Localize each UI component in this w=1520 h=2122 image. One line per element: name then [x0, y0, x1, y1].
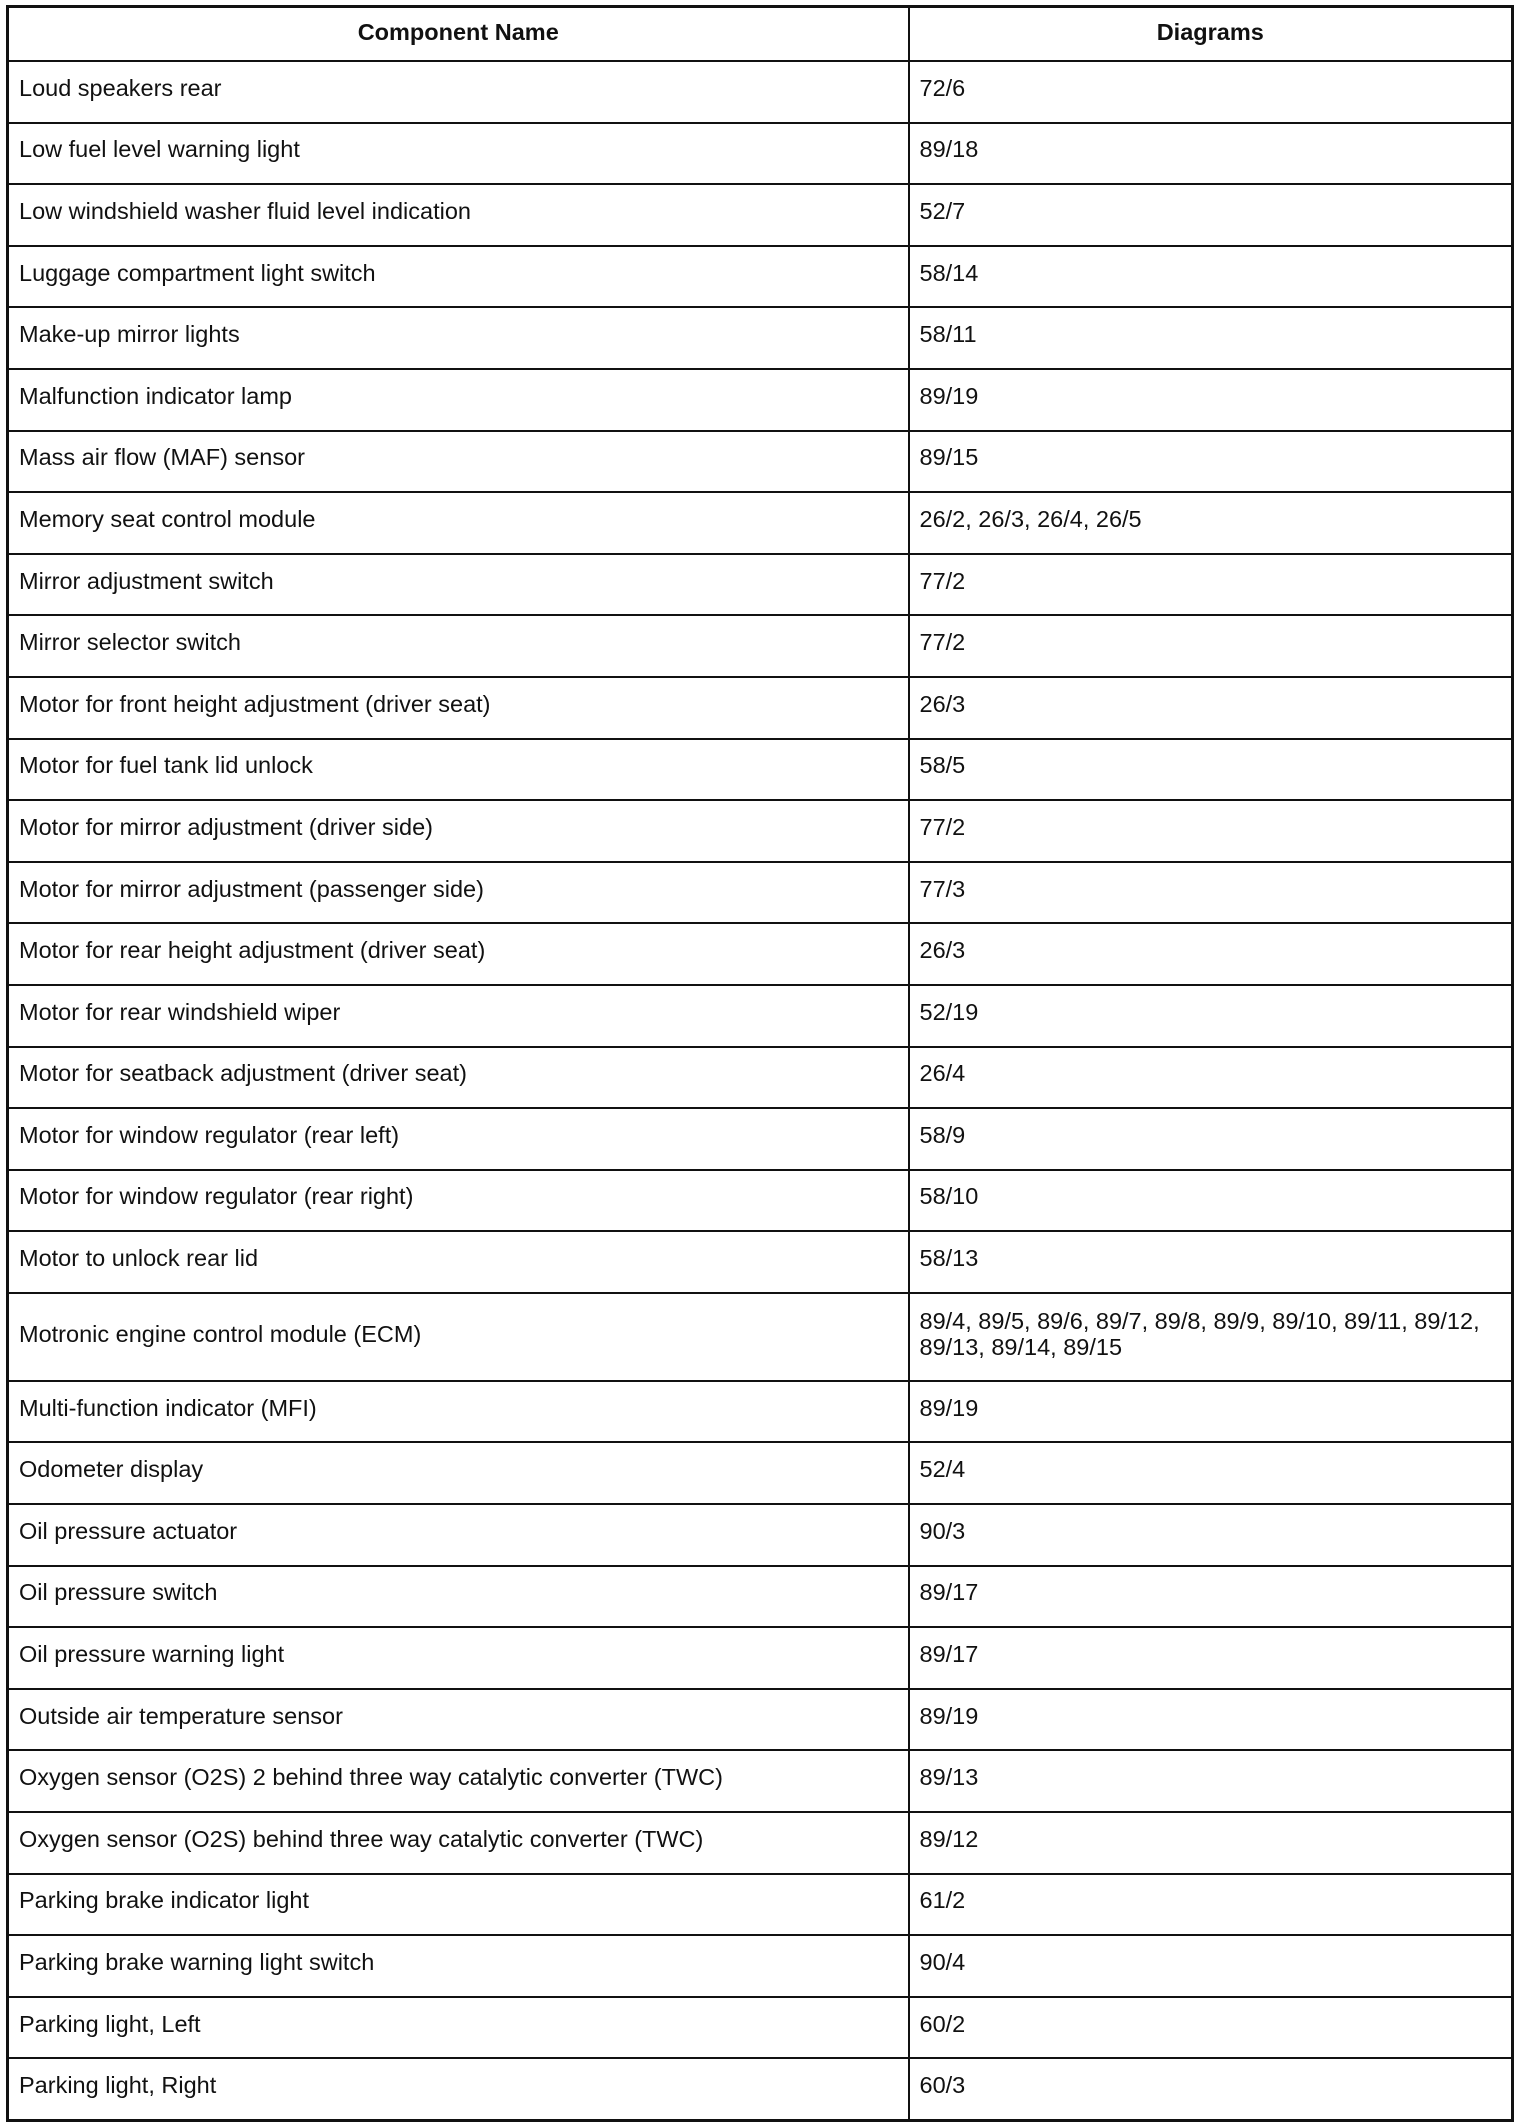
component-name-cell: Oil pressure warning light: [8, 1627, 909, 1689]
column-header-diagrams: Diagrams: [909, 7, 1513, 62]
diagrams-cell: 58/5: [909, 739, 1513, 801]
component-name-cell: Mirror adjustment switch: [8, 554, 909, 616]
table-row: [8, 1442, 1513, 1504]
component-name-cell: Motor for rear windshield wiper: [8, 985, 909, 1047]
table-row: [8, 61, 1513, 123]
diagrams-cell: 89/19: [909, 1381, 1513, 1443]
diagrams-cell: 52/7: [909, 184, 1513, 246]
diagrams-cell: 61/2: [909, 1874, 1513, 1936]
table-row: [8, 985, 1513, 1047]
table-row: [8, 1627, 1513, 1689]
diagrams-cell: 72/6: [909, 61, 1513, 123]
table-row: [8, 615, 1513, 677]
component-index-table: [6, 5, 1514, 2122]
diagrams-cell: 58/14: [909, 246, 1513, 308]
component-name-cell: Parking brake warning light switch: [8, 1935, 909, 1997]
component-name-cell: Motor for window regulator (rear left): [8, 1108, 909, 1170]
component-name-cell: Low windshield washer fluid level indication: [8, 184, 909, 246]
table-row: [8, 1293, 1513, 1381]
diagrams-cell: 89/12: [909, 1812, 1513, 1874]
table-row: [8, 1874, 1513, 1936]
component-name-cell: Luggage compartment light switch: [8, 246, 909, 308]
table-row: [8, 1750, 1513, 1812]
component-name-cell: Motor for mirror adjustment (passenger side): [8, 862, 909, 924]
diagrams-cell: 89/19: [909, 1689, 1513, 1751]
table-row: [8, 123, 1513, 185]
component-name-cell: Motor for rear height adjustment (driver seat): [8, 923, 909, 985]
component-name-cell: Oil pressure switch: [8, 1566, 909, 1628]
diagrams-cell: 26/4: [909, 1047, 1513, 1109]
diagrams-cell: 77/3: [909, 862, 1513, 924]
diagrams-cell: 77/2: [909, 554, 1513, 616]
component-name-cell: Oxygen sensor (O2S) 2 behind three way catalytic converter (TWC): [8, 1750, 909, 1812]
component-name-cell: Low fuel level warning light: [8, 123, 909, 185]
table-row: [8, 1231, 1513, 1293]
component-name-cell: Mass air flow (MAF) sensor: [8, 431, 909, 493]
diagrams-cell: 58/9: [909, 1108, 1513, 1170]
table-row: [8, 1108, 1513, 1170]
table-row: [8, 923, 1513, 985]
table-row: [8, 739, 1513, 801]
table-header-row: [8, 7, 1513, 62]
table-row: [8, 1170, 1513, 1232]
component-name-cell: Motor for fuel tank lid unlock: [8, 739, 909, 801]
table-row: [8, 492, 1513, 554]
component-name-cell: Parking light, Left: [8, 1997, 909, 2059]
table-row: [8, 1504, 1513, 1566]
component-name-cell: Motor to unlock rear lid: [8, 1231, 909, 1293]
diagrams-cell: 58/10: [909, 1170, 1513, 1232]
component-name-cell: Motor for front height adjustment (driver seat): [8, 677, 909, 739]
diagrams-cell: 89/19: [909, 369, 1513, 431]
component-name-cell: Motor for mirror adjustment (driver side): [8, 800, 909, 862]
diagrams-cell: 90/3: [909, 1504, 1513, 1566]
table-row: [8, 184, 1513, 246]
component-name-cell: Malfunction indicator lamp: [8, 369, 909, 431]
diagrams-cell: 26/3: [909, 677, 1513, 739]
diagrams-cell: 89/13: [909, 1750, 1513, 1812]
diagrams-cell: 89/15: [909, 431, 1513, 493]
component-name-cell: Multi-function indicator (MFI): [8, 1381, 909, 1443]
table-row: [8, 431, 1513, 493]
component-name-cell: Parking brake indicator light: [8, 1874, 909, 1936]
table-body: [8, 61, 1513, 2121]
diagrams-cell: 26/2, 26/3, 26/4, 26/5: [909, 492, 1513, 554]
diagrams-cell: 52/19: [909, 985, 1513, 1047]
diagrams-cell: 89/17: [909, 1627, 1513, 1689]
table-row: [8, 2058, 1513, 2120]
diagrams-cell: 52/4: [909, 1442, 1513, 1504]
component-name-cell: Oxygen sensor (O2S) behind three way catalytic converter (TWC): [8, 1812, 909, 1874]
component-name-cell: Motor for window regulator (rear right): [8, 1170, 909, 1232]
component-name-cell: Mirror selector switch: [8, 615, 909, 677]
table-row: [8, 862, 1513, 924]
component-name-cell: Parking light, Right: [8, 2058, 909, 2120]
table-row: [8, 1566, 1513, 1628]
component-name-cell: Motor for seatback adjustment (driver seat): [8, 1047, 909, 1109]
table-row: [8, 554, 1513, 616]
diagrams-cell: 89/17: [909, 1566, 1513, 1628]
component-name-cell: Memory seat control module: [8, 492, 909, 554]
diagrams-cell: 77/2: [909, 800, 1513, 862]
diagrams-cell: 60/3: [909, 2058, 1513, 2120]
table-row: [8, 307, 1513, 369]
component-name-cell: Oil pressure actuator: [8, 1504, 909, 1566]
table-row: [8, 800, 1513, 862]
table-row: [8, 369, 1513, 431]
component-name-cell: Motronic engine control module (ECM): [8, 1293, 909, 1381]
diagrams-cell: 58/13: [909, 1231, 1513, 1293]
component-name-cell: Odometer display: [8, 1442, 909, 1504]
table-row: [8, 1812, 1513, 1874]
diagrams-cell: 77/2: [909, 615, 1513, 677]
component-name-cell: Loud speakers rear: [8, 61, 909, 123]
column-header-component-name: Component Name: [8, 7, 909, 62]
diagrams-cell: 58/11: [909, 307, 1513, 369]
table-row: [8, 1997, 1513, 2059]
diagrams-cell: 26/3: [909, 923, 1513, 985]
diagrams-cell: 89/18: [909, 123, 1513, 185]
component-name-cell: Make-up mirror lights: [8, 307, 909, 369]
table-row: [8, 1381, 1513, 1443]
table-row: [8, 1689, 1513, 1751]
component-name-cell: Outside air temperature sensor: [8, 1689, 909, 1751]
table-row: [8, 1047, 1513, 1109]
diagrams-cell: 60/2: [909, 1997, 1513, 2059]
diagrams-cell: 90/4: [909, 1935, 1513, 1997]
table-row: [8, 677, 1513, 739]
table-row: [8, 1935, 1513, 1997]
diagrams-cell: 89/4, 89/5, 89/6, 89/7, 89/8, 89/9, 89/10, 89/11, 89/12, 89/13, 89/14, 89/15: [909, 1293, 1513, 1381]
table-row: [8, 246, 1513, 308]
